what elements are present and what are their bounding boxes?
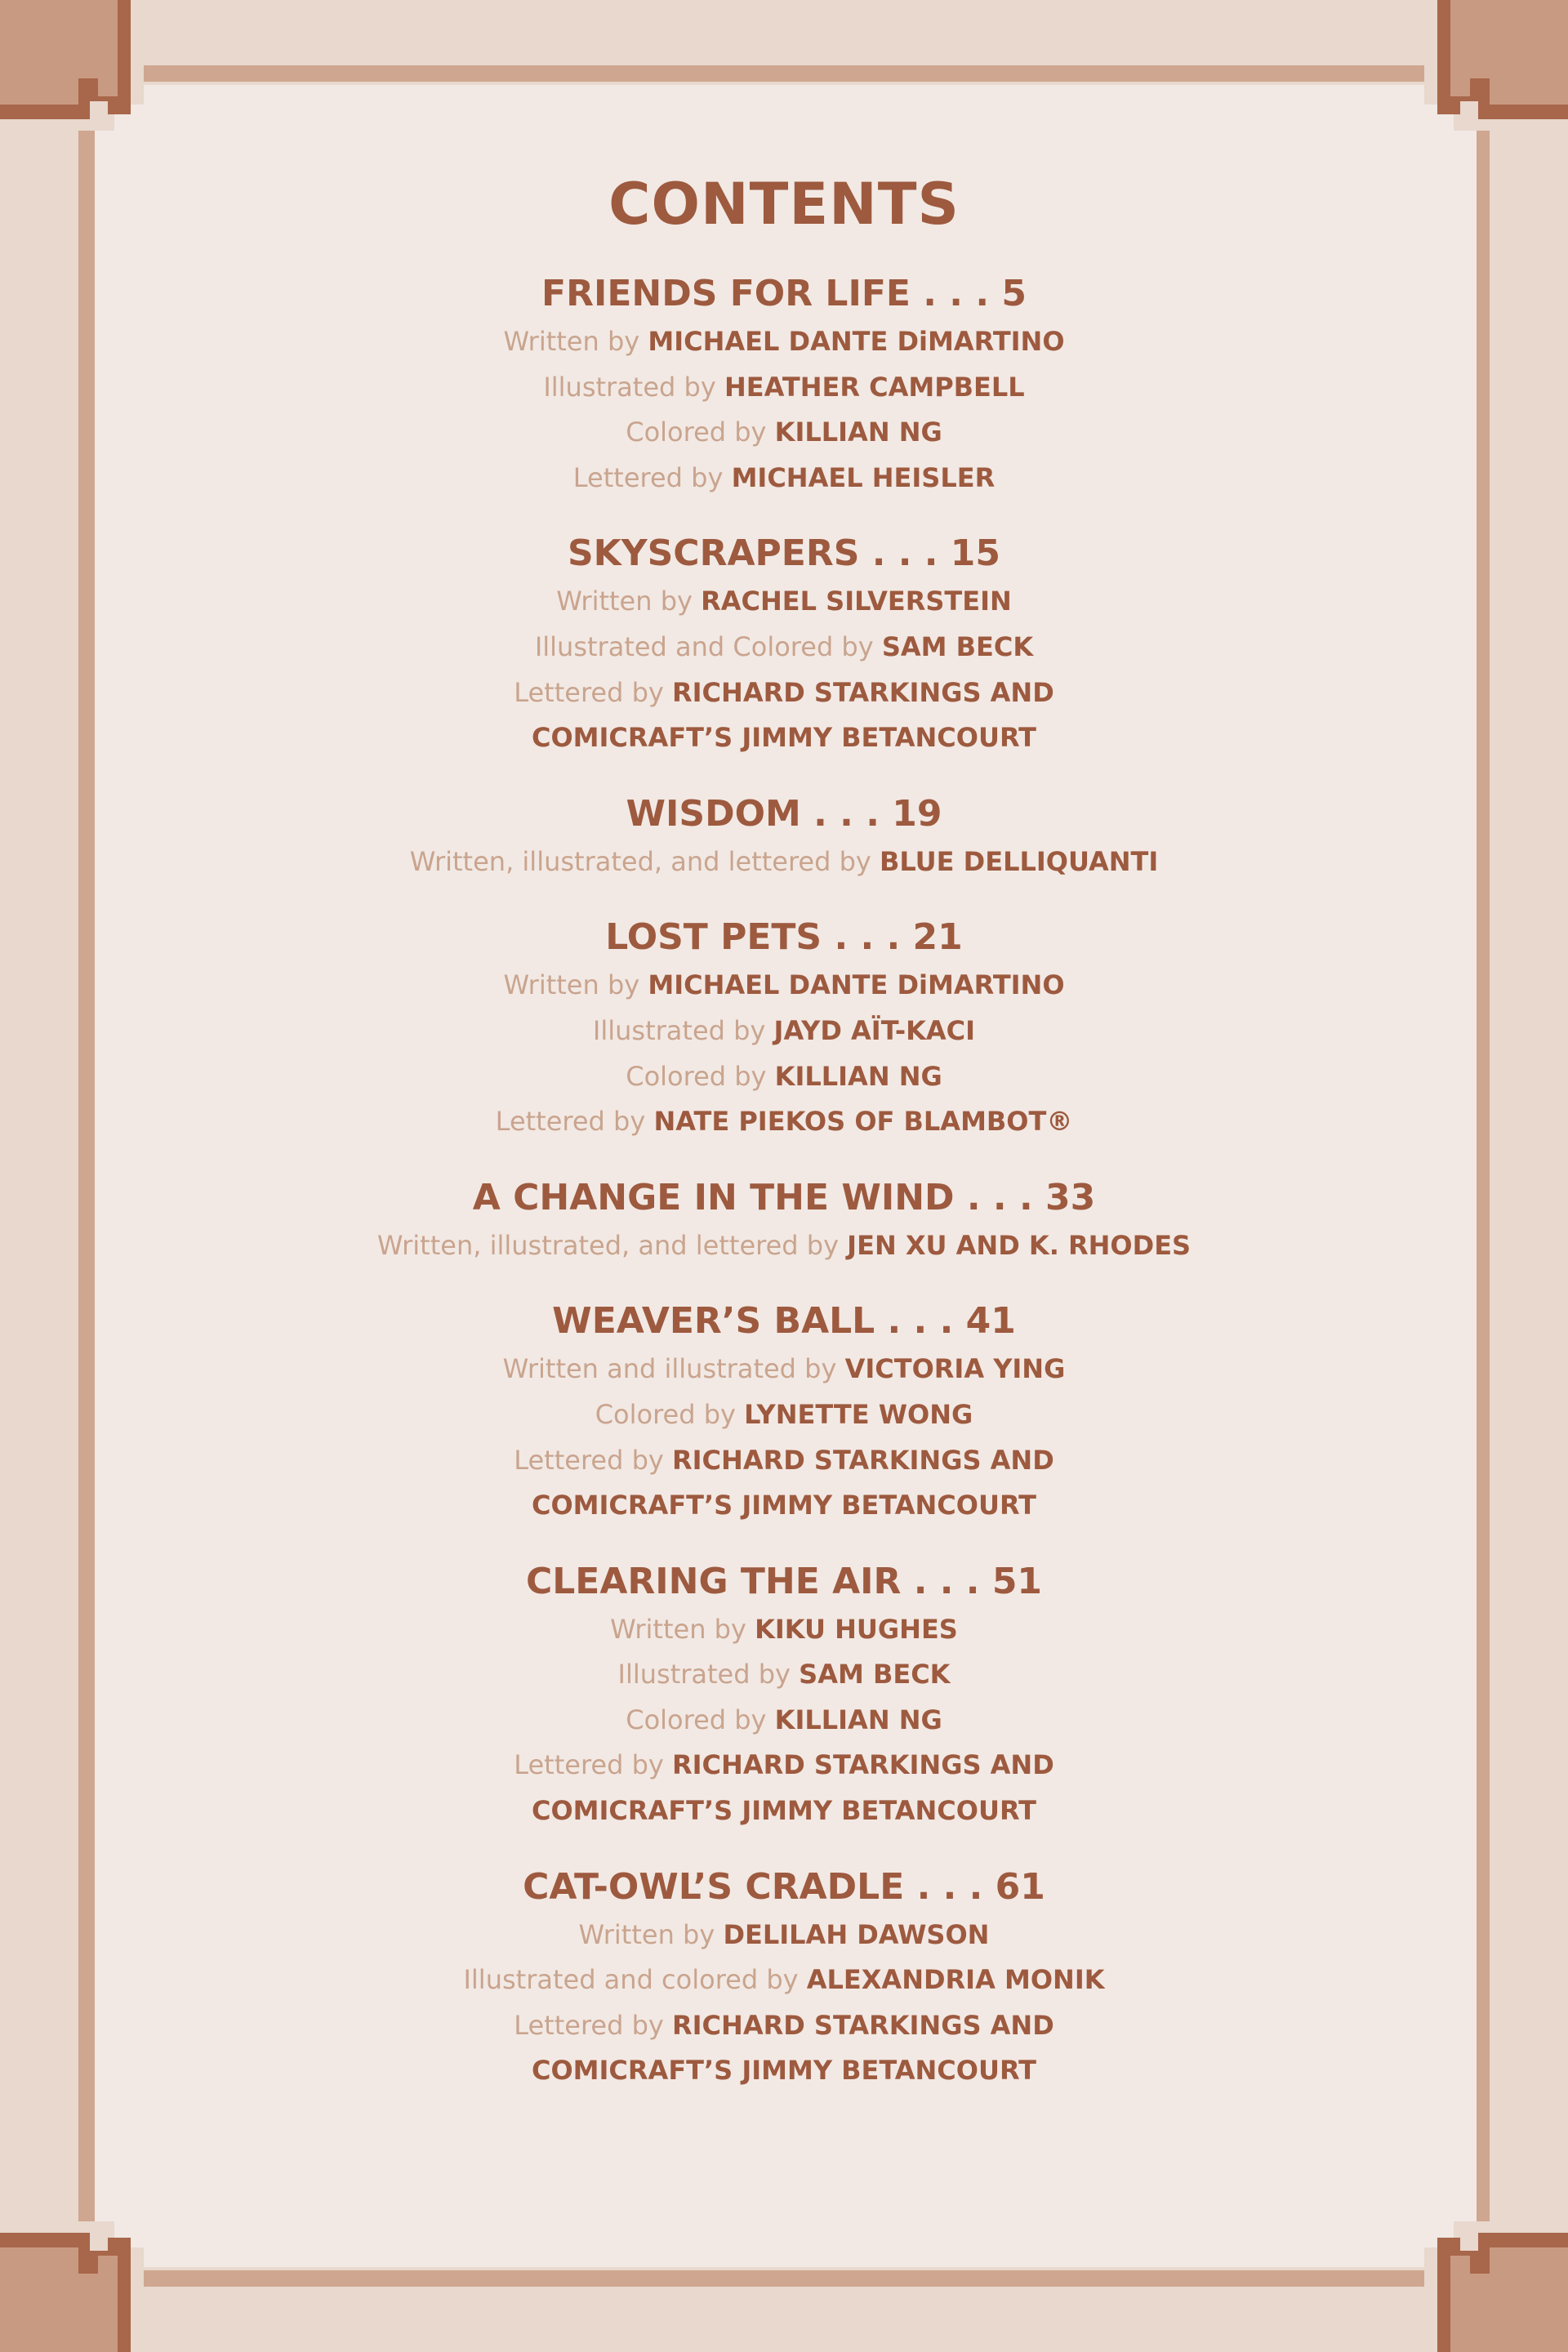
story-title: WISDOM . . . 19: [626, 792, 942, 835]
credit-line: [93, 456, 1475, 501]
credit-name: BLUE DELLIQUANTI: [880, 845, 1159, 877]
story-entry: [93, 1174, 1475, 1269]
credit-line: [93, 963, 1475, 1009]
frame-rule-left: [78, 131, 95, 2221]
credit-name: KILLIAN NG: [774, 1060, 942, 1092]
story-entry: [93, 1864, 1475, 2094]
credit-line: [93, 1788, 1475, 1834]
credit-role: Colored by: [626, 1060, 775, 1092]
credit-line: [93, 410, 1475, 456]
credit-name: SAM BECK: [799, 1659, 951, 1690]
credit-name: JEN XU AND K. RHODES: [847, 1229, 1192, 1261]
credit-role: Written by: [556, 586, 702, 617]
story-title: CAT-OWL’S CRADLE . . . 61: [523, 1865, 1045, 1908]
story-title: A CHANGE IN THE WIND . . . 33: [472, 1176, 1096, 1218]
story-entry: [93, 270, 1475, 501]
credit-name: MICHAEL HEISLER: [731, 461, 996, 493]
credit-role: Lettered by: [514, 2009, 672, 2041]
credit-name: KILLIAN NG: [774, 416, 942, 448]
credit-line: [93, 1347, 1475, 1392]
story-title: WEAVER’S BALL . . . 41: [552, 1300, 1016, 1343]
story-entry: [93, 530, 1475, 760]
credit-line: [93, 715, 1475, 761]
credit-name: KIKU HUGHES: [755, 1613, 958, 1645]
credit-name: RICHARD STARKINGS AND: [672, 1444, 1054, 1476]
credit-role: Written by: [610, 1613, 755, 1645]
credit-role: Illustrated and colored by: [463, 1964, 807, 1996]
credit-name: KILLIAN NG: [774, 1704, 942, 1735]
story-entry: [93, 1558, 1475, 1834]
story-title: SKYSCRAPERS . . . 15: [567, 532, 1001, 575]
contents-page: [93, 85, 1475, 2267]
credit-role: Written, illustrated, and lettered by: [376, 1229, 848, 1261]
credit-name: COMICRAFT’S JIMMY BETANCOURT: [531, 1490, 1036, 1521]
credit-name: RICHARD STARKINGS AND: [672, 676, 1054, 708]
credit-role: Lettered by: [514, 1444, 672, 1476]
credit-name: VICTORIA YING: [844, 1353, 1066, 1385]
credit-name: RACHEL SILVERSTEIN: [701, 586, 1012, 617]
credit-name: JAYD AÏT-KACI: [773, 1014, 976, 1046]
credit-line: [93, 1958, 1475, 2003]
credit-line: [93, 1483, 1475, 1529]
credit-role: Colored by: [626, 1704, 775, 1735]
credit-role: Written and illustrated by: [502, 1353, 845, 1385]
credit-role: Lettered by: [514, 676, 672, 708]
credit-line: [93, 1698, 1475, 1744]
credit-name: RICHARD STARKINGS AND: [672, 1749, 1054, 1781]
credit-role: Illustrated by: [592, 1014, 774, 1046]
frame-rule-bottom: [144, 2270, 1424, 2287]
story-title: CLEARING THE AIR . . . 51: [525, 1560, 1043, 1602]
contents-heading: CONTENTS: [608, 171, 960, 238]
credit-role: Lettered by: [495, 1106, 654, 1138]
credit-line: [93, 1009, 1475, 1054]
credit-name: COMICRAFT’S JIMMY BETANCOURT: [531, 1795, 1036, 1827]
credit-name: DELILAH DAWSON: [723, 1918, 990, 1950]
credit-line: [93, 1743, 1475, 1788]
credit-role: Colored by: [626, 416, 775, 448]
credit-line: [93, 1607, 1475, 1653]
credit-line: [93, 1392, 1475, 1438]
credit-name: LYNETTE WONG: [744, 1398, 973, 1430]
story-entry: [93, 914, 1475, 1144]
credit-role: Written by: [503, 969, 648, 1001]
credit-line: [93, 1054, 1475, 1100]
credit-line: [93, 1652, 1475, 1698]
credit-name: ALEXANDRIA MONIK: [806, 1964, 1105, 1996]
story-entry: [93, 1298, 1475, 1528]
credit-line: [93, 579, 1475, 625]
credit-role: Colored by: [595, 1398, 745, 1430]
story-title: LOST PETS . . . 21: [605, 916, 963, 959]
credit-line: [93, 365, 1475, 411]
credit-name: HEATHER CAMPBELL: [724, 371, 1025, 403]
credit-line: [93, 1099, 1475, 1145]
credit-line: [93, 1913, 1475, 1958]
credit-line: [93, 670, 1475, 716]
credit-line: [93, 840, 1475, 885]
credit-role: Written by: [578, 1918, 724, 1950]
story-entry: [93, 791, 1475, 885]
credit-role: Illustrated by: [617, 1659, 800, 1690]
credit-line: [93, 1438, 1475, 1484]
credit-role: Written by: [503, 326, 648, 357]
credit-role: Lettered by: [572, 461, 732, 493]
story-title: FRIENDS FOR LIFE . . . 5: [541, 273, 1027, 314]
credit-line: [93, 625, 1475, 670]
credit-name: NATE PIEKOS OF BLAMBOT®: [653, 1106, 1073, 1138]
credit-name: MICHAEL DANTE DiMARTINO: [648, 969, 1065, 1001]
credit-line: [93, 319, 1475, 365]
credit-name: SAM BECK: [881, 630, 1034, 662]
credit-role: Illustrated by: [543, 371, 724, 403]
credit-line: [93, 2048, 1475, 2094]
credit-role: Lettered by: [514, 1749, 672, 1781]
credit-name: COMICRAFT’S JIMMY BETANCOURT: [531, 2055, 1036, 2087]
story-list: [93, 270, 1475, 2094]
credit-line: [93, 1223, 1475, 1269]
credit-name: RICHARD STARKINGS AND: [672, 2009, 1054, 2041]
credit-role: Illustrated and Colored by: [534, 630, 882, 662]
credit-name: COMICRAFT’S JIMMY BETANCOURT: [531, 722, 1036, 754]
credit-name: MICHAEL DANTE DiMARTINO: [648, 326, 1065, 357]
credit-role: Written, illustrated, and lettered by: [409, 845, 880, 877]
frame-rule-top: [144, 65, 1424, 82]
credit-line: [93, 2003, 1475, 2049]
